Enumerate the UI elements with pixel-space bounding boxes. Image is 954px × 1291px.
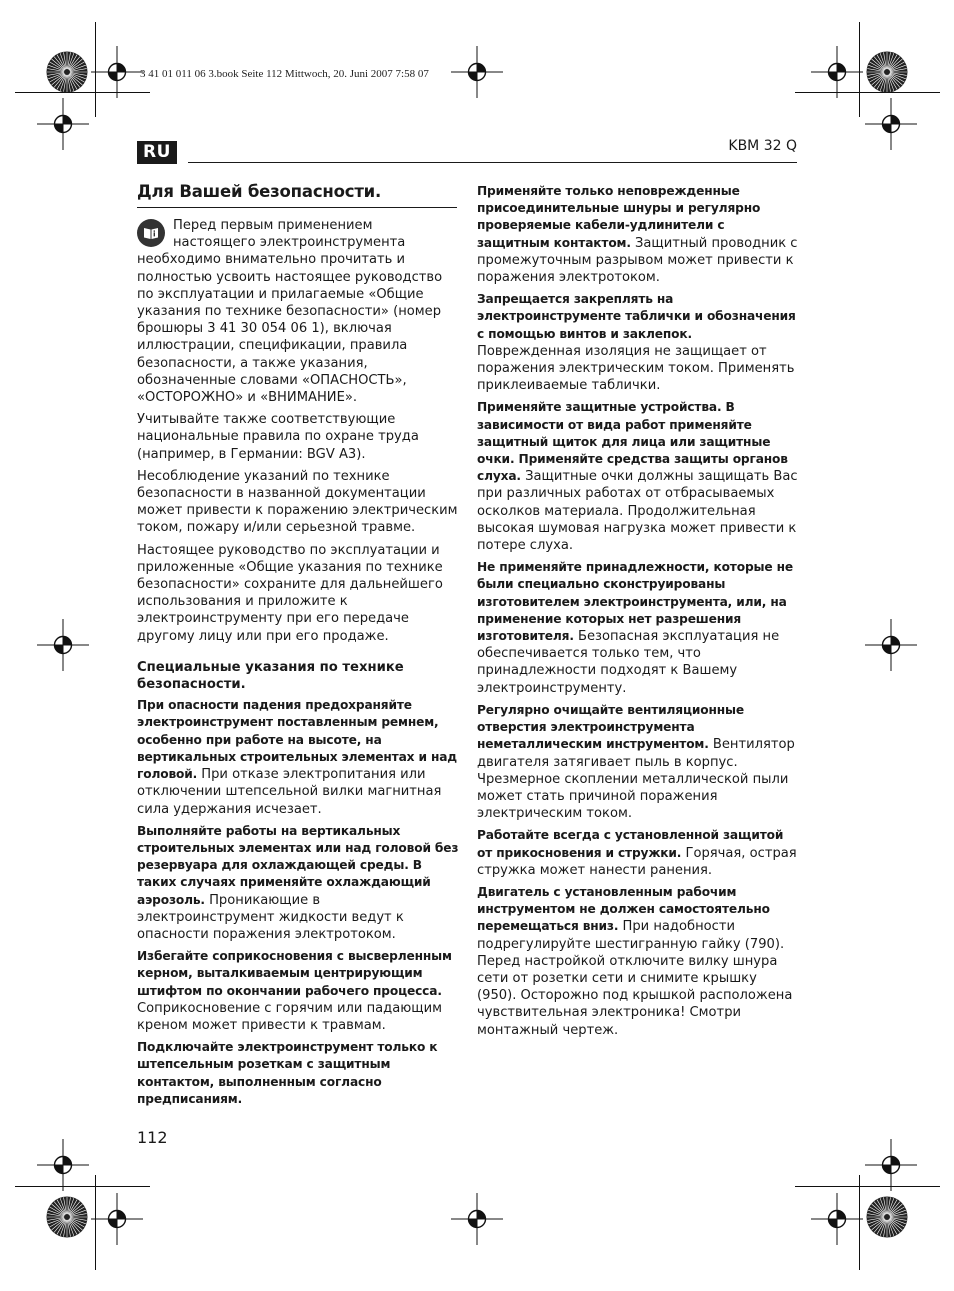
registration-starburst-icon [46,51,88,93]
safety-item-text: Горячая, острая стружка может нанести ранения. [477,845,797,878]
safety-item-text: Безопасная эксплуатация не обеспечивается только тем, что принадлежности подходят к Вашему электроинструменту. [477,629,780,696]
safety-item [477,702,799,822]
safety-item-bold: Избегайте соприкосновения с высверленным керном, выталкиваемым центрирующим штифтом по окончании рабочего процесса. [137,949,452,998]
intro-paragraph [137,217,459,406]
subheading: Специальные указания по технике безопасности. [137,659,404,693]
safety-item-bold: Применяйте защитные устройства. В зависимости от вида работ применяйте защитный щиток для лица или защитные очки. Применяйте средства защиты органов слуха. [477,400,788,484]
header-rule [188,162,797,163]
registration-crosshair-icon [91,1193,143,1245]
safety-item [477,827,799,879]
registration-crosshair-icon [451,46,503,98]
registration-starburst-icon [46,1196,88,1238]
safety-item-bold: Двигатель с установленным рабочим инструментом не должен самостоятельно перемещаться вниз. [477,884,770,934]
safety-item-bold: Подключайте электроинструмент только к штепсельным розеткам с защитным контактом, выполненным согласно предписаниям. [137,1040,438,1106]
print-slug: 3 41 01 011 06 3.book Seite 112 Mittwoch, 20. Juni 2007 7:58 07 [140,68,429,80]
section-title: Для Вашей безопасности. [137,182,382,201]
registration-crosshair-icon [865,1139,917,1191]
safety-item [477,291,799,394]
safety-item-text: Поврежденная изоляция не защищает от поражения электрическим током. Применять приклеиваемые таблички. [477,343,795,394]
safety-item-text: Защитный проводник с промежуточным разрывом может привести к поражения электротоком. [477,235,798,286]
paragraph: Настоящее руководство по эксплуатации и приложенные «Общие указания по технике безопасности» сохраните для дальнейшего использования и приложите к электроинструменту при его передаче другому лицу или при его продаже. [137,542,443,644]
model-label: KBM 32 Q [728,138,797,154]
safety-item-bold: Не применяйте принадлежности, которые не были специально сконструированы изготовителем электроинструмента, или, на применение которых нет разрешения изготовителя. [477,560,793,644]
right-column [477,183,799,1044]
title-rule [137,207,457,208]
read-manual-icon [137,219,165,247]
registration-crosshair-icon [865,98,917,150]
safety-item-bold: Регулярно очищайте вентиляционные отверстия электроинструмента неметаллическим инструментом. [477,702,744,752]
left-column [137,217,459,1113]
safety-item [137,697,459,817]
safety-item-bold: Запрещается закреплять на электроинструменте таблички и обозначения с помощью винтов и заклепок. [477,292,796,341]
safety-item [477,884,799,1039]
safety-item [137,948,459,1034]
registration-starburst-icon [866,1196,908,1238]
safety-item-text: Соприкосновение с горячим или падающим креном может привести к травмам. [137,1000,442,1033]
registration-crosshair-icon [865,619,917,671]
page-number: 112 [137,1128,168,1147]
safety-item-text: При надобности подрегулируйте шестигранную гайку (790). Перед настройкой отключите вилку шнура сети от розетки сети и снимите крышку (950). Осторожно под крышкой расположена чувствительная электроника! Смотри монтажный чертеж. [477,919,793,1038]
safety-item-text: При отказе электропитания или отключении штепсельной вилки магнитная сила удержания исчезает. [137,767,442,817]
registration-starburst-icon [866,51,908,93]
safety-item [137,823,459,943]
safety-item [477,559,799,697]
safety-item-bold: Выполняйте работы на вертикальных строительных элементах или над головой без резервуара для охлаждающей среды. В таких случаях применяйте охлаждающий аэрозоль. [137,823,459,907]
safety-item-bold: Применяйте только неповрежденные присоединительные шнуры и регулярно проверяемые кабели-удлинители с защитным контактом. [477,184,761,250]
intro-text: Перед первым применением настоящего электроинструмента необходимо внимательно прочитать и полностью усвоить настоящее руководство по эксплуатации и прилагаемые «Общие указания по технике безопасности» (номер брошюры 3 41 30 054 06 1), включая иллюстрации, спецификации, правила безопасности, а также указания, обозначенные словами «ОПАСНОСТЬ», «ОСТОРОЖНО» и «ВНИМАНИЕ». [137,218,443,406]
safety-item [137,1039,459,1108]
registration-crosshair-icon [37,619,89,671]
registration-crosshair-icon [451,1193,503,1245]
paragraph: Несоблюдение указаний по технике безопасности в названной документации может привести к поражению электрическим током, пожару и/или серьезной травме. [137,468,458,536]
safety-item-bold: Работайте всегда с установленной защитой от прикосновения и стружки. [477,828,784,860]
language-badge: RU [137,141,177,164]
safety-item-text: Проникающие в электроинструмент жидкости ведут к опасности поражения электротоком. [137,892,404,942]
registration-crosshair-icon [37,98,89,150]
safety-item-text: Защитные очки должны защищать Вас при различных работах от отбрасываемых осколков материала. Продолжительная высокая шумовая нагрузка может привести к потере слуха. [477,469,798,554]
safety-item-bold: При опасности падения предохраняйте электроинструмент поставленным ремнем, особенно при работе на высоте, на вертикальных строительных элементах и над головой. [137,698,457,782]
safety-item-text: Вентилятор двигателя затягивает пыль в корпус. Чрезмерное скоплении металлической пыли может стать причиной поражения электрическим током. [477,737,795,822]
registration-crosshair-icon [91,46,143,98]
safety-item [477,399,799,554]
registration-crosshair-icon [37,1139,89,1191]
safety-item [477,183,799,286]
paragraph: Учитывайте также соответствующие национальные правила по охране труда (например, в Германии: BGV A3). [137,412,419,462]
registration-crosshair-icon [811,1193,863,1245]
registration-crosshair-icon [811,46,863,98]
